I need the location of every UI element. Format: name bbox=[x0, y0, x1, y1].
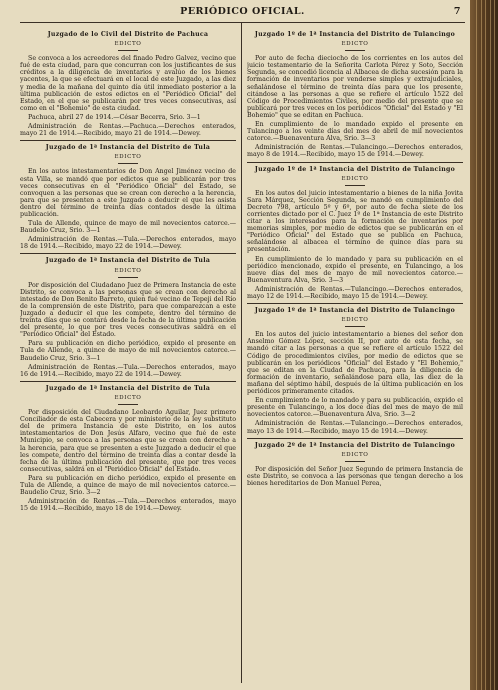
column-divider bbox=[241, 23, 242, 683]
edicto-label: EDICTO bbox=[20, 395, 236, 405]
fee-receipt: Administración de Rentas.—Tulancingo.—Derechos enterados, mayo 12 de 1914.—Recibido, mayo 15 de 1914.—Dewey. bbox=[247, 285, 463, 300]
fee-receipt: Administración de Rentas.—Tula.—Derechos enterados, mayo 16 de 1914.—Recibido, mayo 22 de 1914.—Dewey. bbox=[20, 363, 236, 378]
edict-paragraph: Tula de Allende, quince de mayo de mil novecientos catorce.—Baudelio Cruz, Srio. 3—1 bbox=[20, 220, 236, 235]
court-heading: Juzgado 2º de 1ª Instancia del Distrito de Tulancingo bbox=[247, 438, 463, 449]
fee-receipt: Administración de Rentas.—Tula.—Derechos enterados, mayo 15 de 1914.—Recibido, mayo 18 de 1914.—Dewey. bbox=[20, 498, 236, 513]
edict-paragraph: En los autos del juicio intestamentario a bienes de la niña Jovita Sara Márquez, Sección Segunda, se mandó en cumplimiento del Decreto 798, artículo 5º y 6º, por auto de fecha siete de los corrientes dictado por el C. Juez 1º de 1ª Instancia de este Distrito citar a los interesados para la formación de inventarios por memorias simples, por medio de edictos que se publicarán en el "Periódico Oficial" del Estado que se publica en Pachuca, señalándose al albacea el término de quince días para su presentación. bbox=[247, 189, 463, 254]
edict-paragraph: Se convoca a los acreedores del finado Pedro Galvez, vecino que fué de esta ciudad, para que concurran con los justificantes de sus créditos a la diligencia de inventarios y avalúo de los bienes yacentes, la que se efectuará en el local de este Juzgado, a las diez y media de la mañana del quinto día útil inmediato posterior a la última publicación de estos edictos en el "Periódico Oficial" del Estado, en el que se publicarán por tres veces consecutivas, así como en el "Bohemio" de esta ciudad. bbox=[20, 55, 236, 112]
edict-paragraph: Para su publicación en dicho periódico, expido el presente en Tula de Allende, a quince de mayo de mil novecientos catorce.—Baudelio Cruz, Srio. 3—2 bbox=[20, 474, 236, 497]
court-heading: Juzgado de 1ª Instancia del Distrito de Tula bbox=[20, 381, 236, 392]
left-column bbox=[20, 25, 236, 685]
page-number: 7 bbox=[453, 6, 461, 17]
edict-paragraph: Por auto de fecha dieciocho de los corrientes en los autos del juicio testamentario de la Señorita Carlota Pérez y Soto, Sección Segunda, se concedió licencia al Albacea de dicha sucesión para la formación de inventarios por venderse simples y extrajudiciales, señalándose el término de treinta días para que los presente, citándose a las personas a que se refiere el artículo 1522 del Código de Procedimientos Civiles, por medio del presente que se publicará por tres veces en los periódicos "Oficial" del Estado y "El Bohemio" que se editan en Pachuca. bbox=[247, 55, 463, 119]
edict-paragraph: Por disposición del Ciudadano Leobardo Aguilar, Juez primero Conciliador de esta Cabecera y por ministerio de la ley substituto del de primera Instancia de este Distrito, en los autos intestamentarios de Don Jesús Alfaro, vecino que fué de este Municipio, se convoca a las personas que se crean con derecho a la herencia, para que se presenten a este Juzgado a deducir el que les compete, dentro del término de treinta días a contar desde la fecha de la última publicación del presente, que por tres veces consecutivas, saldrá en el "Periódico Oficial" del Estado. bbox=[20, 409, 236, 473]
edict-article bbox=[247, 28, 463, 159]
book-gutter bbox=[470, 0, 498, 690]
edict-article bbox=[20, 381, 236, 513]
court-heading: Juzgado de lo Civil del Distrito de Pachuca bbox=[47, 31, 209, 38]
fee-receipt: Administración de Rentas.—Tulancingo.—Derechos enterados, mayo 8 de 1914.—Recibido, mayo 15 de 1914.—Dewey. bbox=[247, 144, 463, 159]
fee-receipt: Administración de Rentas.—Pachuca.—Derechos enterados, mayo 21 de 1914.—Recibido, mayo 21 de 1914.—Dewey. bbox=[20, 123, 236, 138]
page-header bbox=[20, 6, 465, 22]
edicto-label: EDICTO bbox=[20, 154, 236, 164]
edict-paragraph: Por disposición del Ciudadano Juez de Primera Instancia de este Distrito, se convoca a las personas que se crean con derecho al intestado de Don Benito Barreto, quien fué vecino de Tepeji del Río de la comprensión de este Distrito, para que comparezcan a este Juzgado a deducir el que les compete, dentro del término de treinta días que se contará desde la fecha de la última publicación del presente, lo que por tres veces consecutivas saldrá en el "Periódico Oficial" del Estado. bbox=[20, 281, 236, 339]
edicto-label: EDICTO bbox=[247, 176, 463, 186]
court-heading: Juzgado 1º de 1ª Instancia del Distrito de Tulancingo bbox=[247, 303, 463, 314]
edict-article bbox=[20, 140, 236, 250]
edict-article bbox=[247, 303, 463, 435]
edict-paragraph: En cumplimiento de lo mandado y para su publicación en el periódico mencionado, expido el presente, en Tulancingo, a los nueve días del mes de mayo de mil novecientos catorce.—Buenaventura Alva, Srio. 3—3 bbox=[247, 255, 463, 284]
edicto-label: EDICTO bbox=[247, 41, 463, 51]
edict-paragraph: En los autos intestamentarios de Don Angel Jiménez vecino de esta Villa, se mandó que por edictos que se publicarán por tres veces consecutivas en el "Periódico Oficial" del Estado, se convoquen a las personas que se crean con derecho a la herencia, para que se presenten a este Juzgado a deducir el que les asista dentro del término de treinta días contados desde la última publicación. bbox=[20, 168, 236, 218]
edict-paragraph: En cumplimiento de lo mandado expido el presente en Tulancingo a los veinte días del mes de abril de mil novecientos catorce.—Buenaventura Alva, Srio. 3—3 bbox=[247, 121, 463, 143]
edict-paragraph: En cumplimiento de lo mandado y para su publicación, expido el presente en Tulancingo, a los doce días del mes de mayo de mil novecientos catorce.—Buenaventura Alva, Srio. 3—2 bbox=[247, 397, 463, 419]
newspaper-title: PERIÓDICO OFICIAL. bbox=[180, 6, 305, 17]
right-column bbox=[247, 25, 463, 685]
edicto-label: EDICTO bbox=[20, 41, 236, 51]
edict-article bbox=[20, 28, 236, 137]
header-rule bbox=[20, 22, 465, 23]
edict-paragraph: Para su publicación en dicho periódico, expido el presente en Tula de Allende, a quince de mayo de mil novecientos catorce.—Baudelio Cruz, Srio. 3—1 bbox=[20, 340, 236, 362]
edict-paragraph: Por disposición del Señor Juez Segundo de primera Instancia de este Distrito, se convoca a las personas que tengan derecho a los bienes hereditarios de Don Manuel Perea, bbox=[247, 465, 463, 487]
court-heading: Juzgado de 1ª Instancia del Distrito de Tula bbox=[20, 140, 236, 151]
edict-article bbox=[247, 162, 463, 301]
edicto-label: EDICTO bbox=[20, 268, 236, 278]
edicto-label: EDICTO bbox=[247, 317, 463, 327]
court-heading: Juzgado 1º de 1ª Instancia del Distrito de Tulancingo bbox=[254, 31, 456, 38]
court-heading: Juzgado de 1ª Instancia del Distrito de Tula bbox=[20, 253, 236, 264]
edict-article bbox=[247, 438, 463, 487]
edicto-label: EDICTO bbox=[247, 452, 463, 462]
edict-paragraph: En los autos del juicio intestamentario a bienes del señor don Anselmo Gómez López, sección II, por auto de esta fecha, se mandó citar a las personas a que se refiere el artículo 1522 del Código de procedimientos civiles, por medio de edictos que se publicarán en los periódicos "Oficial" del Estado y "El Bohemio," que se editan en la Ciudad de Pachuca, para la diligencia de formación de inventario, señalándose para ella, las diez de la mañana del séptimo hábil, después de la última publicación en los periódicos primeramente citados. bbox=[247, 331, 463, 396]
fee-receipt: Administración de Rentas.—Tulancingo.—Derechos enterados, mayo 13 de 1914.—Recibido, mayo 15 de 1914.—Dewey. bbox=[247, 420, 463, 435]
edict-article bbox=[20, 253, 236, 377]
court-heading: Juzgado 1º de 1ª Instancia del Distrito de Tulancingo bbox=[247, 162, 463, 173]
signature-line: Pachuca, abril 27 de 1914.—César Becerra, Srio. 3—1 bbox=[28, 113, 201, 121]
fee-receipt: Administración de Rentas.—Tula.—Derechos enterados, mayo 18 de 1914.—Recibido, mayo 22 de 1914.—Dewey. bbox=[20, 236, 236, 251]
